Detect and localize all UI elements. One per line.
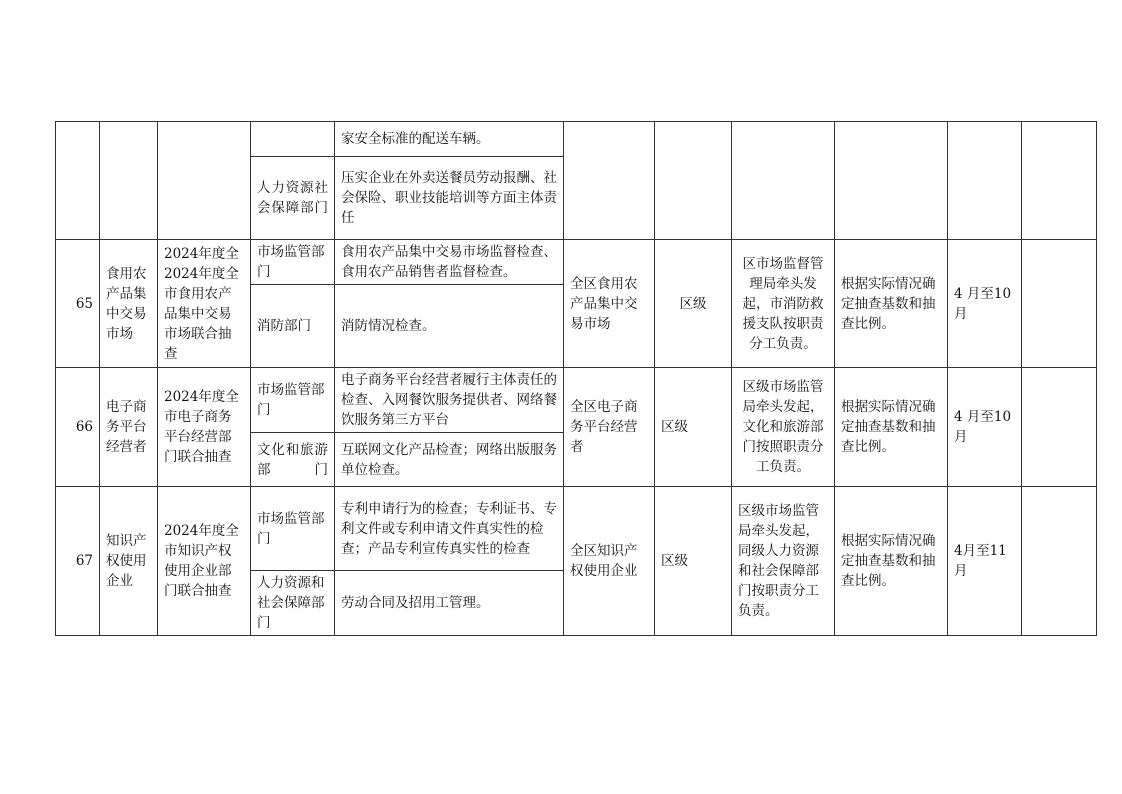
row-number: 65 xyxy=(56,240,100,368)
inspection-scope xyxy=(564,122,655,240)
inspection-level xyxy=(655,122,732,240)
sampling-ratio: 根据实际情况确定抽查基数和抽查比例。 xyxy=(835,240,948,368)
sampling-ratio xyxy=(835,122,948,240)
inspection-scope: 全区电子商务平台经营者 xyxy=(564,368,655,487)
department: 市场监管部门 xyxy=(251,487,335,571)
inspection-content: 压实企业在外卖送餐员劳动报酬、社会保险、职业技能培训等方面主体责任 xyxy=(335,157,564,240)
department: 人力资源社会保障部门 xyxy=(251,157,335,240)
inspection-level: 区级 xyxy=(655,240,732,368)
department: 市场监管部门 xyxy=(251,240,335,285)
inspection-content: 消防情况检查。 xyxy=(335,285,564,368)
remarks xyxy=(1022,240,1097,368)
object-category: 食用农产品集中交易市场 xyxy=(100,240,158,368)
inspection-time xyxy=(948,122,1022,240)
sampling-ratio: 根据实际情况确定抽查基数和抽查比例。 xyxy=(835,368,948,487)
department: 消防部门 xyxy=(251,285,335,368)
inspection-level: 区级 xyxy=(655,368,732,487)
inspection-content: 家安全标准的配送车辆。 xyxy=(335,122,564,157)
row-number: 67 xyxy=(56,487,100,636)
table-row xyxy=(56,240,1097,285)
inspection-time: 4月至11月 xyxy=(948,487,1022,636)
inspection-table xyxy=(55,121,1097,636)
object-category: 知识产权使用企业 xyxy=(100,487,158,636)
department: 市场监管部门 xyxy=(251,368,335,433)
lead-department: 区级市场监管局牵头发起，文化和旅游部门按照职责分工负责。 xyxy=(732,368,835,487)
department: 文化和旅游部门 xyxy=(251,433,335,487)
inspection-content: 电子商务平台经营者履行主体责任的检查、入网餐饮服务提供者、网络餐饮服务第三方平台 xyxy=(335,368,564,433)
inspection-time: 4 月至10月 xyxy=(948,240,1022,368)
inspection-content: 专利申请行为的检查；专利证书、专利文件或专利申请文件真实性的检查；产品专利宣传真实性的检查 xyxy=(335,487,564,571)
lead-department: 区级市场监管局牵头发起，同级人力资源和社会保障部门按职责分工负责。 xyxy=(732,487,835,636)
task-name: 2024年度全2024年度全市食用农产品集中交易市场联合抽查 xyxy=(158,240,251,368)
lead-department xyxy=(732,122,835,240)
remarks xyxy=(1022,122,1097,240)
lead-department: 区市场监督管理局牵头发起，市消防救援支队按职责分工负责。 xyxy=(732,240,835,368)
department: 人力资源和社会保障部门 xyxy=(251,571,335,636)
sampling-ratio: 根据实际情况确定抽查基数和抽查比例。 xyxy=(835,487,948,636)
object-category: 电子商务平台经营者 xyxy=(100,368,158,487)
inspection-content: 互联网文化产品检查；网络出版服务单位检查。 xyxy=(335,433,564,487)
task-name: 2024年度全市知识产权使用企业部门联合抽查 xyxy=(158,487,251,636)
remarks xyxy=(1022,487,1097,636)
table-row xyxy=(56,487,1097,571)
object-category xyxy=(100,122,158,240)
inspection-level: 区级 xyxy=(655,487,732,636)
row-number xyxy=(56,122,100,240)
inspection-scope: 全区食用农产品集中交易市场 xyxy=(564,240,655,368)
task-name: 2024年度全市电子商务平台经营部门联合抽查 xyxy=(158,368,251,487)
table-row xyxy=(56,122,1097,157)
inspection-content: 食用农产品集中交易市场监督检查、食用农产品销售者监督检查。 xyxy=(335,240,564,285)
row-number: 66 xyxy=(56,368,100,487)
department xyxy=(251,122,335,157)
table-row xyxy=(56,368,1097,433)
inspection-time: 4 月至10月 xyxy=(948,368,1022,487)
remarks xyxy=(1022,368,1097,487)
inspection-content: 劳动合同及招用工管理。 xyxy=(335,571,564,636)
task-name xyxy=(158,122,251,240)
inspection-scope: 全区知识产权使用企业 xyxy=(564,487,655,636)
